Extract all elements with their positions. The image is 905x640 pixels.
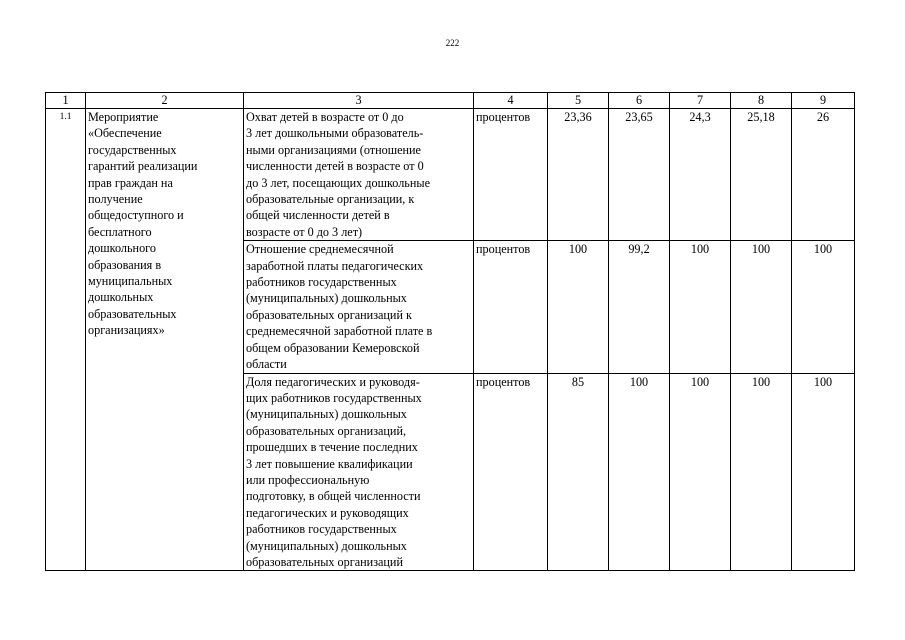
unit-cell: процентов xyxy=(474,373,548,571)
event-name-line: прав граждан на xyxy=(88,175,173,190)
indicator-line: работников государственных xyxy=(246,275,397,290)
event-name-line: получение xyxy=(88,192,143,207)
indicator-line: заработной платы педагогических xyxy=(246,258,424,273)
indicator-line: общей численности детей в xyxy=(246,208,390,223)
indicator-line: щих работников государственных xyxy=(246,390,422,405)
value-cell: 100 xyxy=(731,241,792,373)
event-name-line: дошкольных xyxy=(88,290,154,305)
event-name-line: бесплатного xyxy=(88,224,152,239)
indicator-line: образовательных организаций xyxy=(246,554,403,569)
event-name-line: образовательных xyxy=(88,306,177,321)
value-cell: 99,2 xyxy=(609,241,670,373)
indicator-line: (муниципальных) дошкольных xyxy=(246,291,407,306)
value-cell: 100 xyxy=(731,373,792,571)
value-cell: 25,18 xyxy=(731,109,792,241)
column-header: 1 xyxy=(46,93,86,109)
indicator-line: педагогических и руководящих xyxy=(246,505,409,520)
indicator-line: численности детей в возрасте от 0 xyxy=(246,159,424,174)
value-cell: 23,36 xyxy=(548,109,609,241)
value-cell: 100 xyxy=(670,373,731,571)
indicator-line: работников государственных xyxy=(246,522,397,537)
indicator-line: до 3 лет, посещающих дошкольные xyxy=(246,175,430,190)
indicator-line: области xyxy=(246,357,287,372)
column-header: 3 xyxy=(244,93,474,109)
indicator-cell xyxy=(244,109,474,241)
value-cell: 23,65 xyxy=(609,109,670,241)
event-name-line: общедоступного и xyxy=(88,208,184,223)
indicator-line: подготовку, в общей численности xyxy=(246,489,421,504)
column-header: 2 xyxy=(86,93,244,109)
indicators-table xyxy=(45,92,855,571)
value-cell: 24,3 xyxy=(670,109,731,241)
indicator-line: Охват детей в возрасте от 0 до xyxy=(246,110,404,124)
indicator-line: образовательных организаций, xyxy=(246,423,407,438)
event-name-line: гарантий реализации xyxy=(88,159,198,174)
indicator-line: 3 лет повышение квалификации xyxy=(246,456,413,471)
event-name-line: государственных xyxy=(88,142,177,157)
event-name-line: Мероприятие xyxy=(88,110,159,124)
indicator-line: (муниципальных) дошкольных xyxy=(246,407,407,422)
value-cell: 100 xyxy=(548,241,609,373)
column-header: 9 xyxy=(792,93,855,109)
indicator-line: образовательные организации, к xyxy=(246,192,415,207)
indicator-line: ными организациями (отношение xyxy=(246,142,421,157)
indicator-line: 3 лет дошкольными образователь- xyxy=(246,126,424,141)
unit-cell: процентов xyxy=(474,241,548,373)
value-cell: 100 xyxy=(792,241,855,373)
column-header: 8 xyxy=(731,93,792,109)
indicator-line: Отношение среднемесячной xyxy=(246,242,394,257)
indicator-cell xyxy=(244,373,474,571)
column-header: 4 xyxy=(474,93,548,109)
column-header: 7 xyxy=(670,93,731,109)
page-number: 222 xyxy=(445,38,460,48)
event-name-line: муниципальных xyxy=(88,274,173,289)
value-cell: 100 xyxy=(609,373,670,571)
value-cell: 100 xyxy=(792,373,855,571)
indicator-line: прошедших в течение последних xyxy=(246,440,418,455)
table-header-row xyxy=(46,93,855,109)
event-index: 1.1 xyxy=(46,109,86,571)
event-name xyxy=(86,109,244,571)
indicator-line: образовательных организаций к xyxy=(246,307,412,322)
event-name-line: образования в xyxy=(88,257,162,272)
event-name-line: организациях» xyxy=(88,323,165,338)
column-header: 6 xyxy=(609,93,670,109)
unit-cell: процентов xyxy=(474,109,548,241)
table-row xyxy=(46,109,855,241)
column-header: 5 xyxy=(548,93,609,109)
indicator-cell xyxy=(244,241,474,373)
indicator-line: среднемесячной заработной плате в xyxy=(246,324,433,339)
indicator-line: общем образовании Кемеровской xyxy=(246,340,420,355)
indicator-line: (муниципальных) дошкольных xyxy=(246,538,407,553)
event-name-line: дошкольного xyxy=(88,241,156,256)
value-cell: 26 xyxy=(792,109,855,241)
value-cell: 85 xyxy=(548,373,609,571)
indicator-line: или профессиональную xyxy=(246,472,370,487)
value-cell: 100 xyxy=(670,241,731,373)
indicator-line: возрасте от 0 до 3 лет) xyxy=(246,224,363,239)
indicator-line: Доля педагогических и руководя- xyxy=(246,374,420,389)
event-name-line: «Обеспечение xyxy=(88,126,162,141)
